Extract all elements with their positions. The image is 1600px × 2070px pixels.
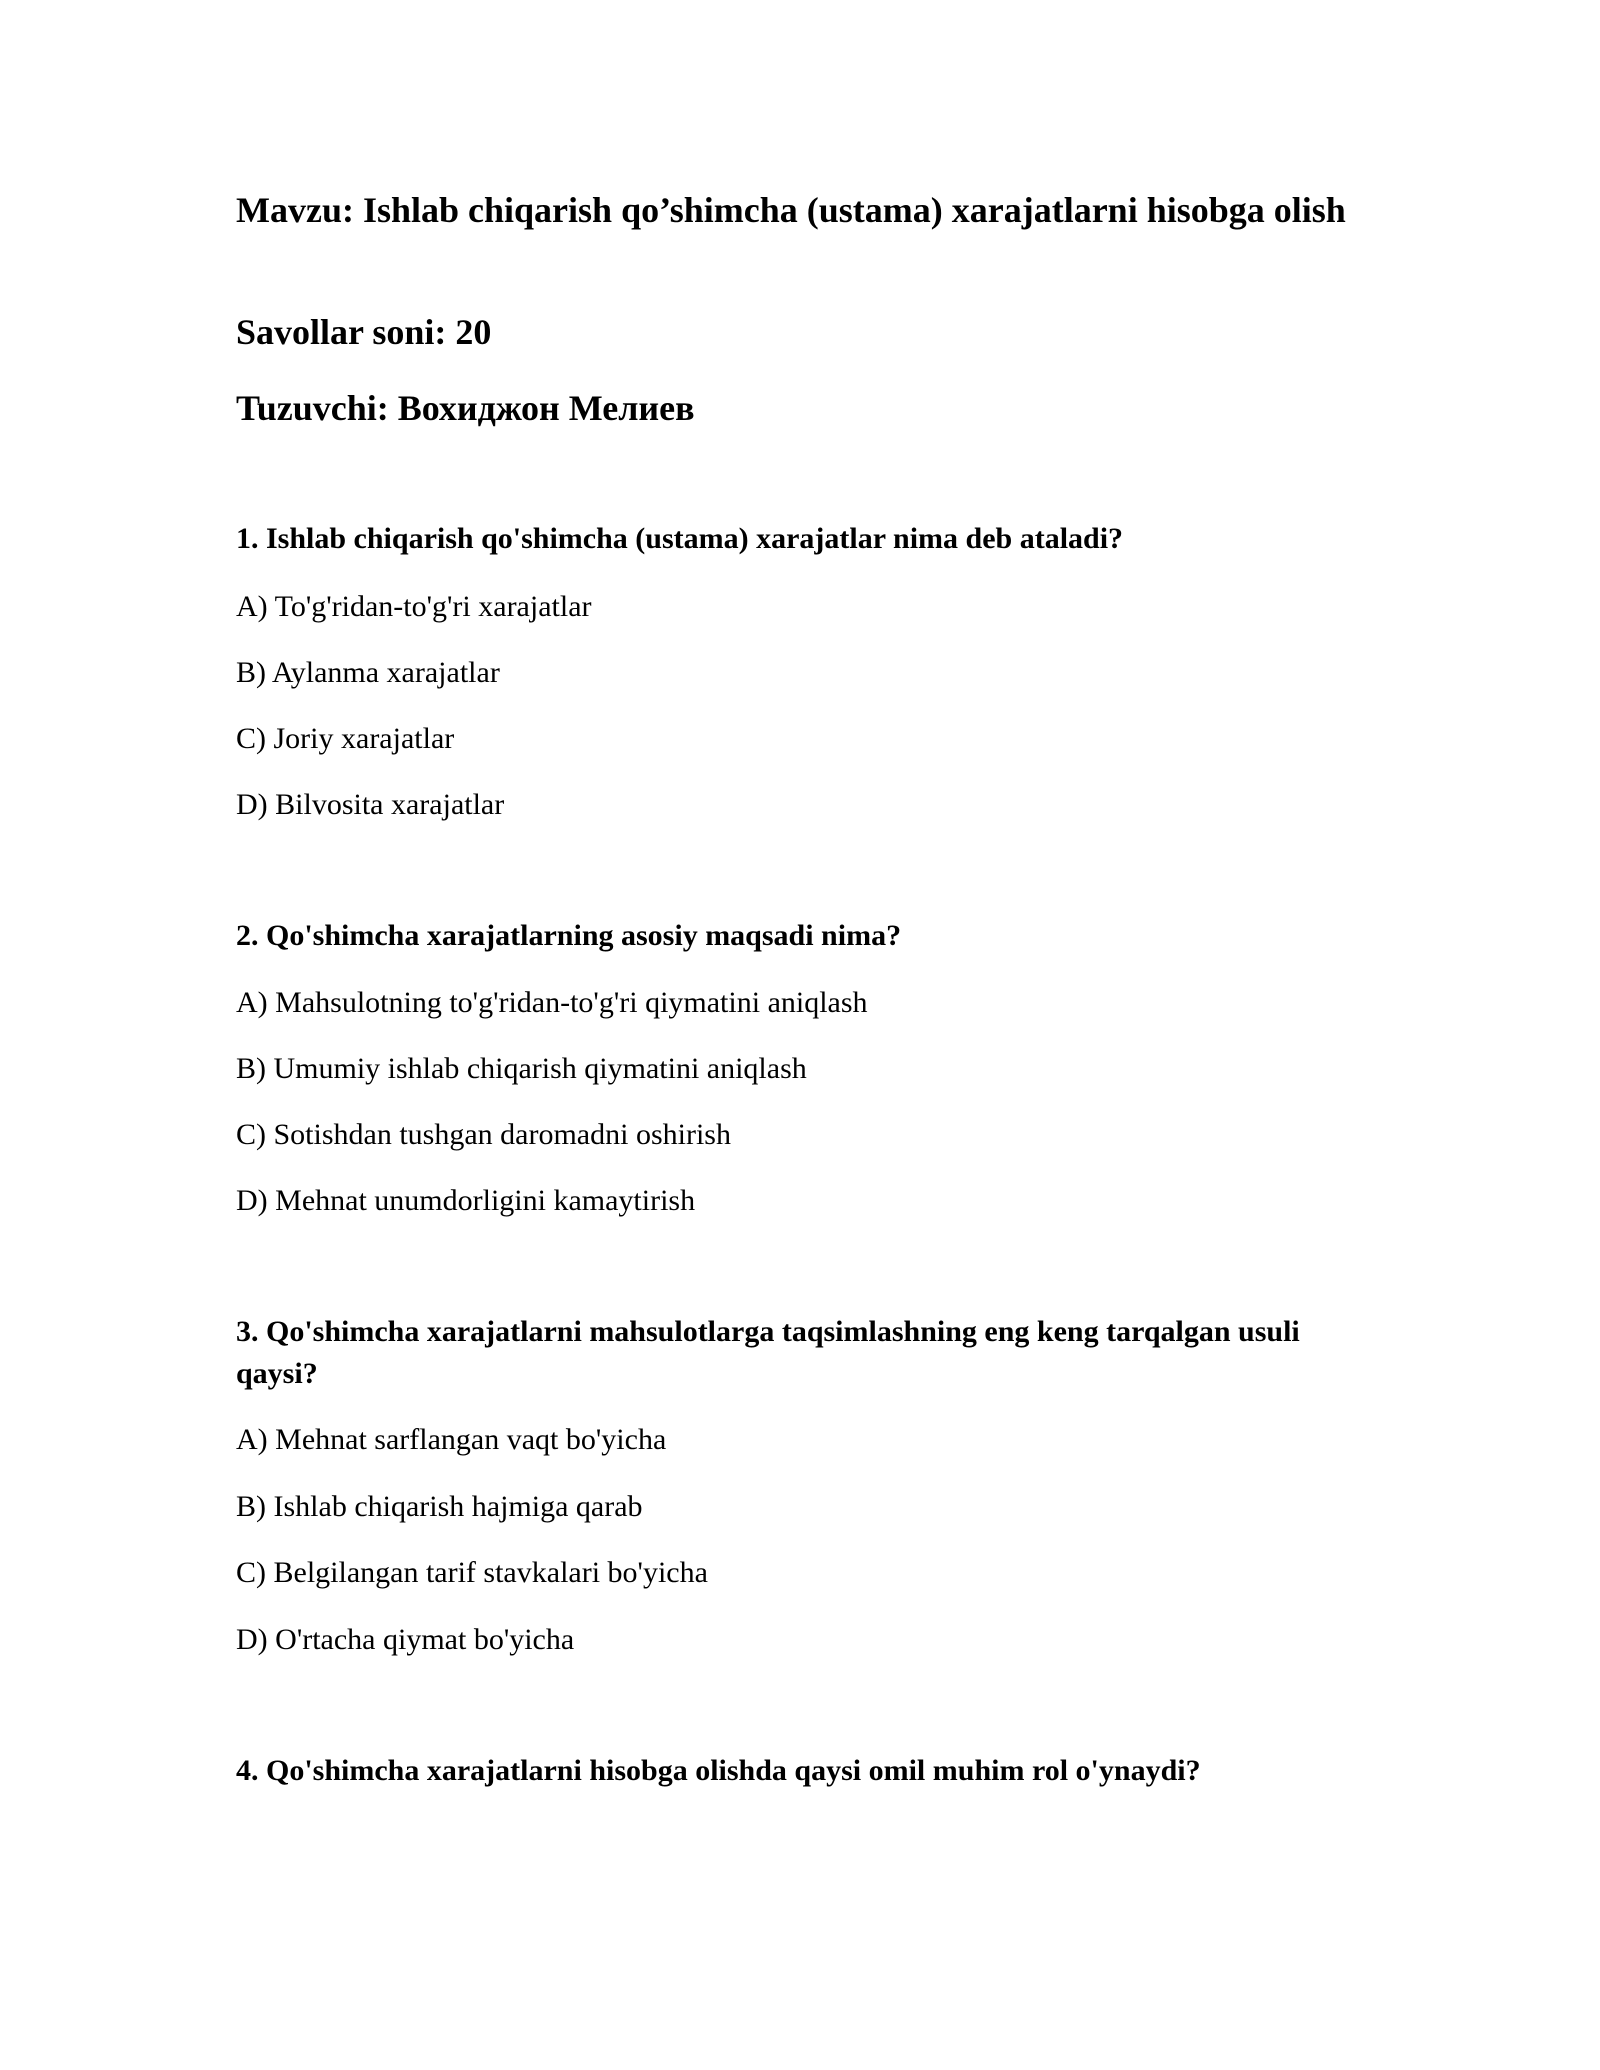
question-count: Savollar soni: 20 [236,312,492,352]
option-c: C) Belgilangan tarif stavkalari bo'yicha [236,1556,708,1589]
question-1 [236,518,1366,821]
option-a: A) To'g'ridan-to'g'ri xarajatlar [236,590,592,623]
option-b: B) Umumiy ishlab chiqarish qiymatini aniqlash [236,1052,807,1085]
author-line: Tuzuvchi: Вохиджон Мелиев [236,388,695,428]
option-c: C) Joriy xarajatlar [236,722,455,755]
option-a: A) Mahsulotning to'g'ridan-to'g'ri qiymatini aniqlash [236,986,868,1019]
question-2 [236,915,1366,1217]
question-text: 1. Ishlab chiqarish qo'shimcha (ustama) xarajatlar nima deb ataladi? [236,522,1124,555]
option-d: D) O'rtacha qiymat bo'yicha [236,1623,575,1656]
question-3 [236,1311,1366,1656]
question-text: 2. Qo'shimcha xarajatlarning asosiy maqsadi nima? [236,919,902,952]
option-d: D) Bilvosita xarajatlar [236,788,505,821]
option-c: C) Sotishdan tushgan daromadni oshirish [236,1118,731,1151]
question-4 [236,1750,1366,1792]
topic-title: Mavzu: Ishlab chiqarish qo’shimcha (ustama) xarajatlarni hisobga olish [236,190,1346,230]
option-b: B) Aylanma xarajatlar [236,656,500,689]
question-text: 4. Qo'shimcha xarajatlarni hisobga olishda qaysi omil muhim rol o'ynaydi? [236,1754,1201,1787]
option-b: B) Ishlab chiqarish hajmiga qarab [236,1490,643,1523]
question-text: 3. Qo'shimcha xarajatlarni mahsulotlarga taqsimlashning eng keng tarqalgan usuli qaysi? [236,1315,1300,1390]
option-a: A) Mehnat sarflangan vaqt bo'yicha [236,1423,667,1456]
option-d: D) Mehnat unumdorligini kamaytirish [236,1184,696,1217]
